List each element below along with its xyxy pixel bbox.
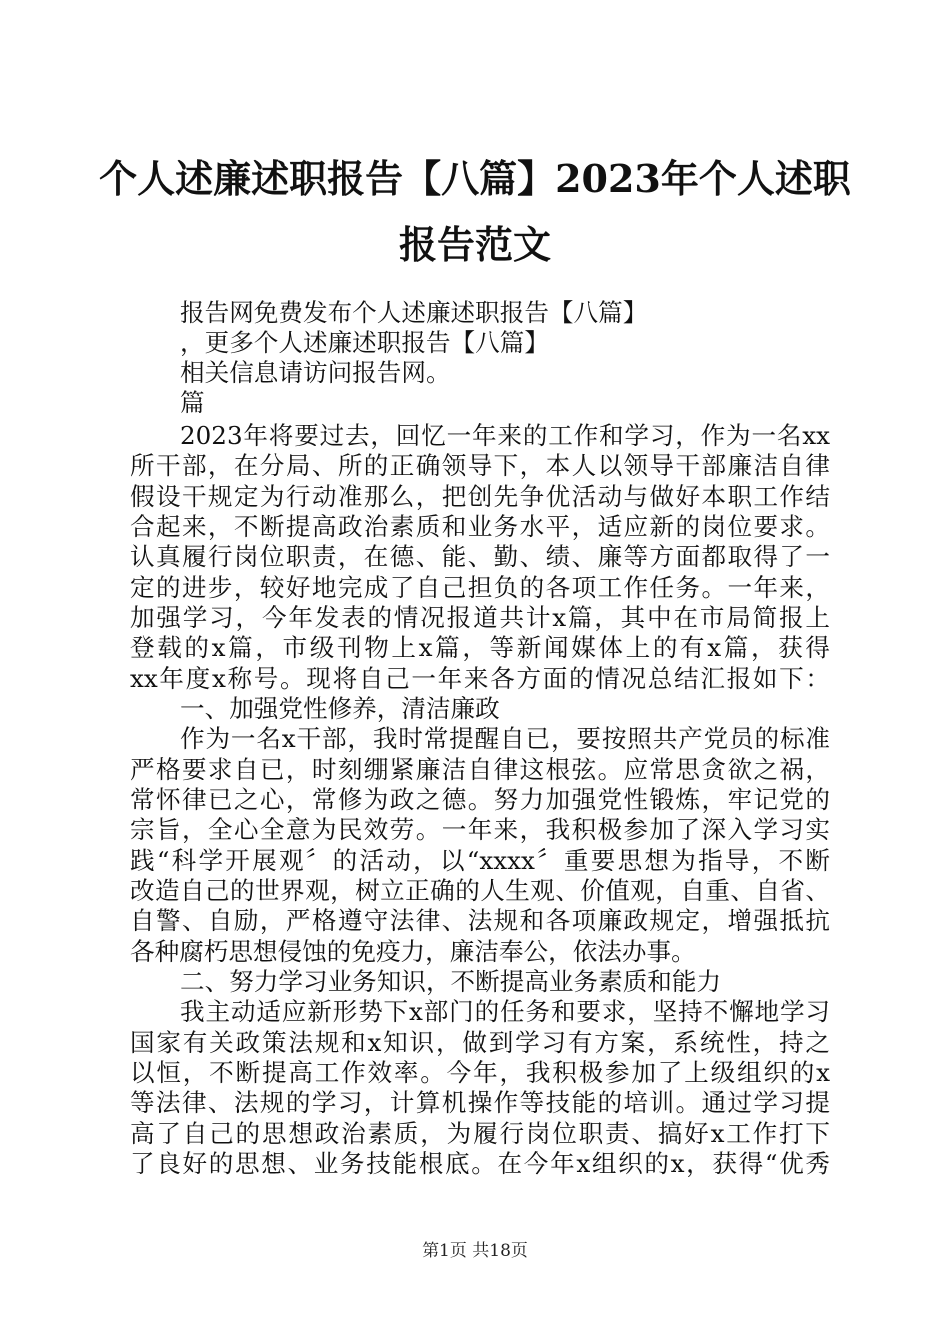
- text-line: ，更多个人述廉述职报告【八篇】: [180, 328, 549, 357]
- text-line: 定的进步，较好地完成了自己担负的各项工作任务。一年来，: [130, 573, 830, 602]
- text-line: 改造自己的世界观，树立正确的人生观、价值观，自重、自省、: [130, 876, 830, 905]
- text-line: 作为一名x干部，我时常提醒自已，要按照共产党员的标准: [180, 724, 830, 753]
- text-line: 所干部，在分局、所的正确领导下，本人以领导干部廉洁自律: [130, 451, 830, 480]
- section-heading: 一、加强党性修养，清洁廉政: [180, 694, 500, 723]
- page-title-line-2: 报告范文: [398, 222, 551, 267]
- text-line: 2023年将要过去，回忆一年来的工作和学习，作为一名xx: [180, 421, 830, 450]
- text-line: 假设干规定为行动准那么，把创先争优活动与做好本职工作结: [130, 482, 830, 511]
- text-line: 践“科学开展观〞的活动，以“xxxx〞重要思想为指导，不断: [130, 846, 830, 875]
- text-line: 相关信息请访问报告网。: [180, 358, 451, 387]
- text-line: 等法律、法规的学习，计算机操作等技能的培训。通过学习提: [130, 1088, 830, 1117]
- text-line: 常怀律已之心，常修为政之德。努力加强党性锻炼，牢记党的: [130, 785, 830, 814]
- text-line: 我主动适应新形势下x部门的任务和要求，坚持不懈地学习: [180, 997, 830, 1026]
- text-line: 加强学习，今年发表的情况报道共计x篇，其中在市局简报上: [130, 603, 830, 632]
- text-line: 了良好的思想、业务技能根底。在今年x组织的x，获得“优秀: [130, 1149, 830, 1178]
- text-line: 认真履行岗位职责，在德、能、勤、绩、廉等方面都取得了一: [130, 542, 830, 571]
- text-line: 合起来，不断提高政治素质和业务水平，适应新的岗位要求。: [130, 512, 830, 541]
- page-number-footer: 第1页 共18页: [422, 1241, 528, 1261]
- text-line: 宗旨，全心全意为民效劳。一年来，我积极参加了深入学习实: [130, 815, 830, 844]
- text-line: 严格要求自已，时刻绷紧廉洁自律这根弦。应常思贪欲之祸，: [130, 755, 830, 784]
- section-heading: 二、努力学习业务知识，不断提高业务素质和能力: [180, 967, 722, 996]
- text-line: 国家有关政策法规和x知识，做到学习有方案，系统性，持之: [130, 1028, 830, 1057]
- text-line: xx年度x称号。现将自己一年来各方面的情况总结汇报如下：: [130, 664, 830, 693]
- text-line: 各种腐朽思想侵蚀的免疫力，廉洁奉公，依法办事。: [130, 937, 696, 966]
- text-line: 篇: [180, 388, 205, 417]
- text-line: 报告网免费发布个人述廉述职报告【八篇】: [180, 298, 648, 327]
- text-line: 以恒，不断提高工作效率。今年，我积极参加了上级组织的x: [130, 1058, 830, 1087]
- page-title-line-1: 个人述廉述职报告【八篇】2023年个人述职: [99, 156, 851, 201]
- text-line: 高了自己的思想政治素质，为履行岗位职责、搞好x工作打下: [130, 1119, 830, 1148]
- text-line: 自警、自励，严格遵守法律、法规和各项廉政规定，增强抵抗: [130, 906, 830, 935]
- text-line: 登载的x篇，市级刊物上x篇，等新闻媒体上的有x篇，获得: [130, 633, 830, 662]
